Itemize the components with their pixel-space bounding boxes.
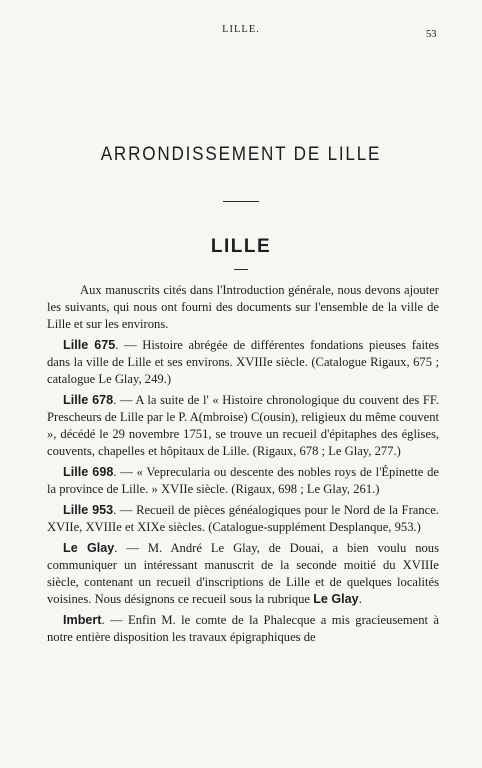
entry-text: . — Enfin M. le comte de la Phalecque a mis gracieusement à notre entière disposition les travaux épigraphiques de [47, 613, 439, 644]
entry-label: Imbert [63, 613, 102, 627]
intro-paragraph: Aux manuscrits cités dans l'Introduction générale, nous devons ajouter les suivants, qui nous ont fourni des documents sur l'ensemble de la ville de Lille et sur les environs. [47, 283, 439, 331]
entry-text: . — M. André Le Glay, de Douai, a bien voulu nous communiquer un intéressant manuscrit de la seconde moitié du XVIIIe siècle, contenant un recueil d'inscriptions de Lille et de quelques localités voisines. Nous désignons ce recueil sous la rubrique [47, 541, 439, 606]
entry-lille-698 [47, 464, 439, 498]
entry-le-glay [47, 540, 439, 608]
entry-label: Lille 698 [63, 465, 114, 479]
entry-label: Lille 675 [63, 338, 116, 352]
entry-label: Lille 678 [63, 393, 114, 407]
entry-text: . — Histoire abrégée de différentes fondations pieuses faites dans la ville de Lille et ses environs. XVIIIe siècle. (Catalogue Rigaux, 675 ; catalogue Le Glay, 249.) [47, 338, 439, 386]
city-title: LILLE [210, 236, 272, 257]
running-head: LILLE. [222, 24, 260, 35]
city-rule [234, 269, 248, 270]
entry-end: . [358, 592, 362, 606]
entry-imbert [47, 612, 439, 646]
body-text [47, 282, 439, 650]
title-rule [223, 201, 259, 202]
section-title: ARRONDISSEMENT DE LILLE [100, 144, 382, 165]
entry-text: . — Recueil de pièces généalogiques pour le Nord de la France. XVIIe, XVIIIe et XIXe siècles. (Catalogue-supplément Desplanque, 953.) [47, 503, 439, 534]
entry-label: Lille 953 [63, 503, 114, 517]
page-number: 53 [426, 29, 437, 40]
entry-lille-678 [47, 392, 439, 460]
entry-lille-953 [47, 502, 439, 536]
entry-text: . — A la suite de l' « Histoire chronologique du couvent des FF. Prescheurs de Lille par le P. A(mbroise) C(ousin), religieux du même couvent », décédé le 29 novembre 1751, se trouve un recueil d'épitaphes des églises, couvents, chapelles et hôpitaux de Lille. (Rigaux, 678 ; Le Glay, 277.) [47, 393, 439, 458]
entry-text: . — « Veprecularia ou descente des nobles roys de l'Épinette de la province de Lille. » XVIIe siècle. (Rigaux, 698 ; Le Glay, 261.) [47, 465, 439, 496]
rubric-label: Le Glay [313, 592, 359, 606]
entry-label: Le Glay [63, 541, 115, 555]
entry-lille-675 [47, 337, 439, 388]
